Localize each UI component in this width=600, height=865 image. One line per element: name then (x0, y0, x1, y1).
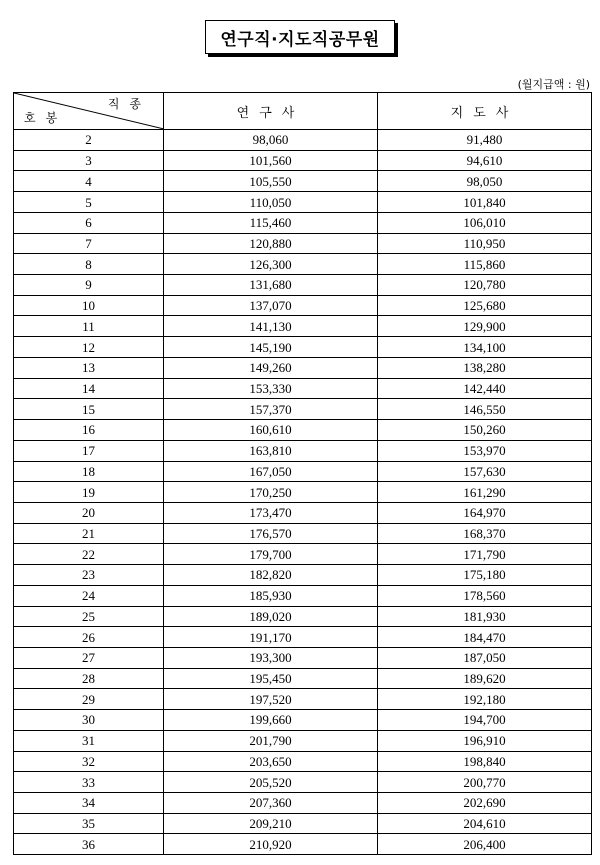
table-row (14, 751, 592, 772)
researcher-pay-cell: 149,260 (164, 357, 378, 378)
advisor-pay-cell: 204,610 (378, 813, 592, 834)
table-row (14, 337, 592, 358)
table-row (14, 378, 592, 399)
researcher-pay-cell: 209,210 (164, 813, 378, 834)
step-cell: 6 (14, 212, 164, 233)
step-cell: 16 (14, 420, 164, 441)
advisor-pay-cell: 101,840 (378, 192, 592, 213)
table-row (14, 834, 592, 855)
step-cell: 14 (14, 378, 164, 399)
researcher-pay-cell: 137,070 (164, 295, 378, 316)
step-cell: 28 (14, 668, 164, 689)
table-row (14, 440, 592, 461)
researcher-pay-cell: 160,610 (164, 420, 378, 441)
researcher-pay-cell: 153,330 (164, 378, 378, 399)
table-row (14, 295, 592, 316)
advisor-pay-cell: 146,550 (378, 399, 592, 420)
advisor-pay-cell: 125,680 (378, 295, 592, 316)
step-cell: 17 (14, 440, 164, 461)
advisor-pay-cell: 134,100 (378, 337, 592, 358)
table-row (14, 668, 592, 689)
table-row (14, 502, 592, 523)
advisor-pay-cell: 164,970 (378, 502, 592, 523)
researcher-pay-cell: 210,920 (164, 834, 378, 855)
step-cell: 11 (14, 316, 164, 337)
table-row (14, 171, 592, 192)
researcher-pay-cell: 141,130 (164, 316, 378, 337)
step-cell: 25 (14, 606, 164, 627)
researcher-pay-cell: 176,570 (164, 523, 378, 544)
researcher-pay-cell: 120,880 (164, 233, 378, 254)
table-row (14, 420, 592, 441)
researcher-pay-cell: 195,450 (164, 668, 378, 689)
researcher-pay-cell: 131,680 (164, 275, 378, 296)
step-cell: 23 (14, 565, 164, 586)
researcher-pay-cell: 145,190 (164, 337, 378, 358)
advisor-pay-cell: 94,610 (378, 150, 592, 171)
pay-table (13, 92, 592, 855)
step-cell: 21 (14, 523, 164, 544)
step-cell: 13 (14, 357, 164, 378)
researcher-pay-cell: 191,170 (164, 627, 378, 648)
table-row (14, 482, 592, 503)
table-row (14, 585, 592, 606)
header-row (14, 93, 592, 130)
step-cell: 27 (14, 647, 164, 668)
advisor-pay-cell: 150,260 (378, 420, 592, 441)
researcher-pay-cell: 157,370 (164, 399, 378, 420)
corner-header-cell (14, 93, 164, 130)
researcher-pay-cell: 105,550 (164, 171, 378, 192)
advisor-pay-cell: 189,620 (378, 668, 592, 689)
step-cell: 24 (14, 585, 164, 606)
researcher-pay-cell: 167,050 (164, 461, 378, 482)
table-row (14, 647, 592, 668)
advisor-pay-cell: 91,480 (378, 130, 592, 151)
advisor-pay-cell: 157,630 (378, 461, 592, 482)
step-cell: 32 (14, 751, 164, 772)
researcher-pay-cell: 197,520 (164, 689, 378, 710)
researcher-pay-cell: 115,460 (164, 212, 378, 233)
corner-label-step: 호봉 (24, 111, 68, 125)
title-area (0, 20, 600, 54)
table-row (14, 606, 592, 627)
step-cell: 19 (14, 482, 164, 503)
step-cell: 22 (14, 544, 164, 565)
researcher-pay-cell: 193,300 (164, 647, 378, 668)
advisor-pay-cell: 196,910 (378, 730, 592, 751)
table-row (14, 793, 592, 814)
researcher-pay-cell: 126,300 (164, 254, 378, 275)
advisor-pay-cell: 175,180 (378, 565, 592, 586)
advisor-pay-cell: 178,560 (378, 585, 592, 606)
corner-label-job-type: 직종 (107, 97, 151, 111)
step-cell: 29 (14, 689, 164, 710)
advisor-pay-cell: 161,290 (378, 482, 592, 503)
table-row (14, 212, 592, 233)
researcher-pay-cell: 185,930 (164, 585, 378, 606)
researcher-pay-cell: 199,660 (164, 710, 378, 731)
advisor-pay-cell: 142,440 (378, 378, 592, 399)
table-row (14, 275, 592, 296)
step-cell: 8 (14, 254, 164, 275)
step-cell: 31 (14, 730, 164, 751)
page-title: 연구직·지도직공무원 (205, 20, 394, 54)
table-row (14, 192, 592, 213)
step-cell: 35 (14, 813, 164, 834)
researcher-pay-cell: 163,810 (164, 440, 378, 461)
advisor-pay-cell: 138,280 (378, 357, 592, 378)
advisor-pay-cell: 153,970 (378, 440, 592, 461)
table-row (14, 357, 592, 378)
advisor-pay-cell: 115,860 (378, 254, 592, 275)
table-row (14, 150, 592, 171)
advisor-pay-cell: 200,770 (378, 772, 592, 793)
step-cell: 12 (14, 337, 164, 358)
researcher-pay-cell: 205,520 (164, 772, 378, 793)
advisor-pay-cell: 98,050 (378, 171, 592, 192)
table-row (14, 461, 592, 482)
researcher-pay-cell: 189,020 (164, 606, 378, 627)
step-cell: 26 (14, 627, 164, 648)
advisor-pay-cell: 184,470 (378, 627, 592, 648)
advisor-pay-cell: 120,780 (378, 275, 592, 296)
step-cell: 15 (14, 399, 164, 420)
unit-note: (월지급액 : 원) (517, 78, 590, 91)
advisor-pay-cell: 187,050 (378, 647, 592, 668)
researcher-pay-cell: 182,820 (164, 565, 378, 586)
researcher-pay-cell: 207,360 (164, 793, 378, 814)
table-row (14, 316, 592, 337)
advisor-pay-cell: 110,950 (378, 233, 592, 254)
advisor-pay-cell: 106,010 (378, 212, 592, 233)
researcher-pay-cell: 179,700 (164, 544, 378, 565)
table-row (14, 730, 592, 751)
table-row (14, 254, 592, 275)
advisor-pay-cell: 181,930 (378, 606, 592, 627)
step-cell: 34 (14, 793, 164, 814)
step-cell: 30 (14, 710, 164, 731)
researcher-pay-cell: 203,650 (164, 751, 378, 772)
table-row (14, 130, 592, 151)
table-row (14, 544, 592, 565)
step-cell: 3 (14, 150, 164, 171)
step-cell: 20 (14, 502, 164, 523)
table-body (14, 130, 592, 855)
advisor-pay-cell: 129,900 (378, 316, 592, 337)
table-row (14, 710, 592, 731)
table-row (14, 399, 592, 420)
step-cell: 36 (14, 834, 164, 855)
step-cell: 7 (14, 233, 164, 254)
researcher-pay-cell: 170,250 (164, 482, 378, 503)
researcher-pay-cell: 101,560 (164, 150, 378, 171)
advisor-pay-cell: 202,690 (378, 793, 592, 814)
advisor-pay-cell: 206,400 (378, 834, 592, 855)
table-row (14, 772, 592, 793)
step-cell: 10 (14, 295, 164, 316)
researcher-pay-cell: 173,470 (164, 502, 378, 523)
researcher-pay-cell: 201,790 (164, 730, 378, 751)
advisor-pay-cell: 194,700 (378, 710, 592, 731)
table-row (14, 627, 592, 648)
table-row (14, 689, 592, 710)
step-cell: 4 (14, 171, 164, 192)
advisor-pay-cell: 168,370 (378, 523, 592, 544)
advisor-pay-cell: 192,180 (378, 689, 592, 710)
column-header-advisor: 지도사 (378, 93, 592, 130)
step-cell: 33 (14, 772, 164, 793)
step-cell: 5 (14, 192, 164, 213)
researcher-pay-cell: 110,050 (164, 192, 378, 213)
step-cell: 9 (14, 275, 164, 296)
table-row (14, 233, 592, 254)
step-cell: 2 (14, 130, 164, 151)
advisor-pay-cell: 171,790 (378, 544, 592, 565)
researcher-pay-cell: 98,060 (164, 130, 378, 151)
advisor-pay-cell: 198,840 (378, 751, 592, 772)
step-cell: 18 (14, 461, 164, 482)
table-row (14, 523, 592, 544)
column-header-researcher: 연구사 (164, 93, 378, 130)
table-row (14, 565, 592, 586)
table-row (14, 813, 592, 834)
